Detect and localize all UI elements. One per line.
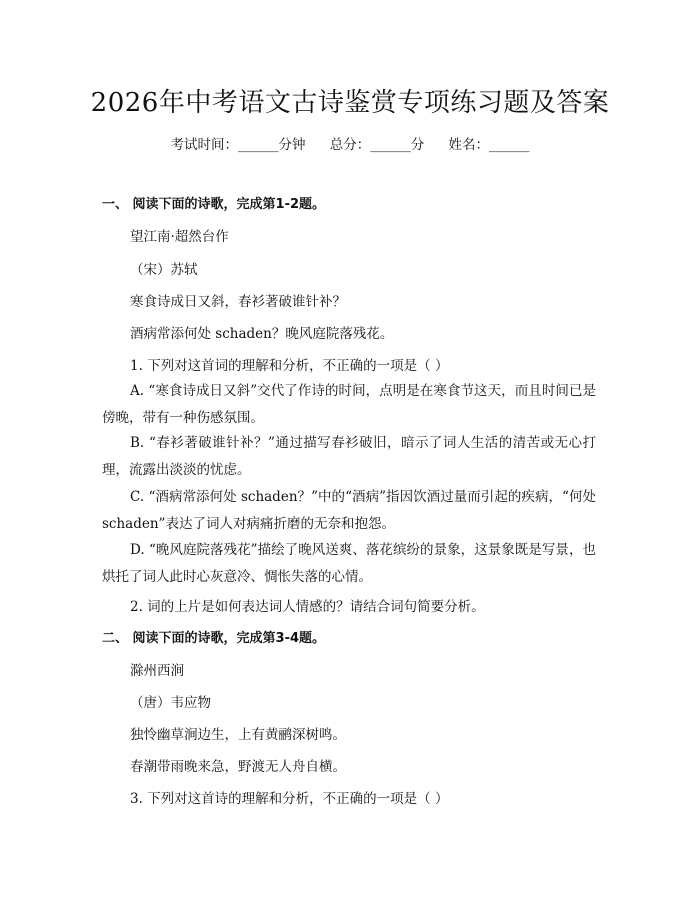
option-d: D. “晚风庭院落残花”描绘了晚风送爽、落花缤纷的景象，这景象既是写景，也烘托了词人此时心灰意冷、惆怅失落的心情。 (102, 542, 596, 585)
option-b: B. “春衫著破谁针补？”通过描写春衫破旧，暗示了词人生活的清苦或无心打理，流露出淡淡的忧虑。 (102, 435, 596, 478)
poem-2-line-2: 春潮带雨晚来急，野渡无人舟自横。 (130, 759, 346, 775)
poem-2-title: 滁州西涧 (130, 663, 184, 679)
poem-1-title: 望江南·超然台作 (130, 229, 229, 245)
exam-meta (0, 133, 700, 153)
option-c: C. “酒病常添何处 schaden？”中的“酒病”指因饮酒过量而引起的疾病，“何处 schaden”表达了词人对病痛折磨的无奈和抱怨。 (102, 489, 596, 532)
section-1-heading: 一、 阅读下面的诗歌，完成第1-2题。 (102, 197, 326, 212)
poem-2-author: （唐）韦应物 (130, 695, 211, 711)
poem-2-line-1: 独怜幽草涧边生，上有黄鹂深树鸣。 (130, 727, 346, 743)
poem-1-author: （宋）苏轼 (130, 262, 198, 278)
question-3: 3. 下列对这首诗的理解和分析，不正确的一项是（ ） (130, 791, 449, 807)
question-1: 1. 下列对这首词的理解和分析，不正确的一项是（ ） (130, 358, 449, 374)
poem-1-line-1: 寒食诗成日又斜，春衫著破谁针补？ (130, 294, 346, 310)
exam-time: 考试时间：______分钟 (170, 137, 306, 153)
student-name: 姓名：______ (448, 137, 530, 153)
option-a: A. “寒食诗成日又斜”交代了作诗的时间，点明是在寒食节这天，而且时间已是傍晚，带有一种伤感氛围。 (102, 383, 596, 426)
section-2-heading: 二、 阅读下面的诗歌，完成第3-4题。 (102, 631, 326, 646)
page-title: 2026年中考语文古诗鉴赏专项练习题及答案 (90, 88, 610, 118)
question-2: 2. 词的上片是如何表达词人情感的？请结合词句简要分析。 (130, 599, 485, 615)
total-score: 总分：______分 (329, 137, 425, 153)
poem-1-line-2: 酒病常添何处 schaden？晚风庭院落残花。 (130, 326, 394, 342)
